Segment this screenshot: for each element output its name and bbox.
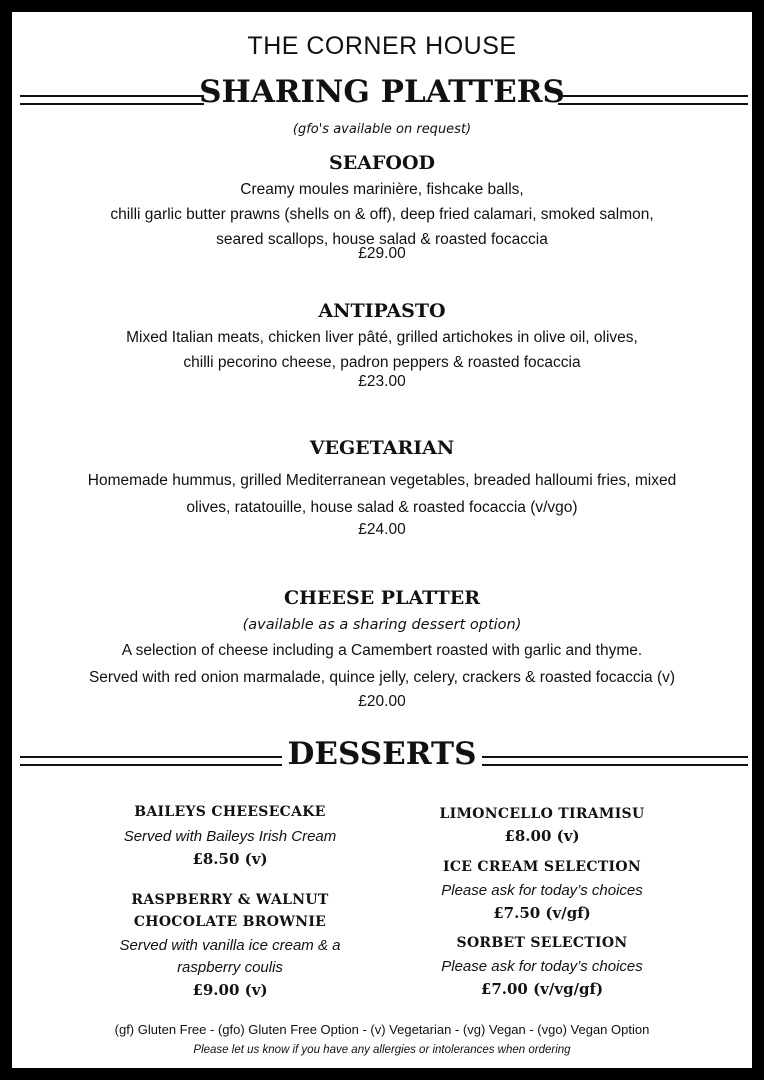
- menu-page: [12, 12, 752, 1068]
- dessert-sorbet: [412, 932, 672, 1000]
- sharing-platters-title: SHARING PLATTERS: [199, 74, 565, 110]
- desserts-rule-right: [482, 756, 748, 766]
- cheese-platter-title: CHEESE PLATTER: [283, 587, 481, 609]
- description-line: Creamy moules marinière, fishcake balls,: [240, 181, 524, 198]
- vegetarian-description: [12, 467, 752, 521]
- dessert-name: CHOCOLATE BROWNIE: [133, 914, 327, 930]
- description-line: chilli pecorino cheese, padron peppers & roasted focaccia: [183, 354, 581, 371]
- description-line: olives, ratatouille, house salad & roasted focaccia (v/vgo): [186, 499, 578, 516]
- seafood-title: SEAFOOD: [328, 152, 435, 174]
- desserts-title: DESSERTS: [287, 736, 477, 772]
- description-line: seared scallops, house salad & roasted focaccia: [216, 231, 548, 248]
- dessert-ice-cream: [412, 856, 672, 924]
- antipasto-title: ANTIPASTO: [318, 300, 446, 322]
- description-line: chilli garlic butter prawns (shells on & off), deep fried calamari, smoked salmon,: [110, 206, 654, 223]
- dessert-description: raspberry coulis: [177, 959, 283, 976]
- dessert-price: £7.50 (v/gf): [493, 904, 591, 922]
- dessert-description: Please ask for today’s choices: [441, 882, 643, 899]
- dessert-name: LIMONCELLO TIRAMISU: [439, 806, 645, 822]
- description-line: Homemade hummus, grilled Mediterranean vegetables, breaded halloumi fries, mixed: [87, 472, 677, 489]
- seafood-price: £29.00: [358, 245, 406, 262]
- cheese-platter-price: £20.00: [358, 693, 406, 710]
- allergy-note: Please let us know if you have any allergies or intolerances when ordering: [193, 1044, 571, 1056]
- antipasto-description: [12, 325, 752, 375]
- dessert-description: Served with vanilla ice cream & a: [119, 937, 341, 954]
- dessert-price: £8.50 (v): [192, 850, 268, 868]
- dessert-description: Served with Baileys Irish Cream: [123, 828, 337, 845]
- dessert-name: RASPBERRY & WALNUT: [131, 892, 329, 908]
- dessert-name: ICE CREAM SELECTION: [442, 859, 641, 875]
- dessert-price: £8.00 (v): [504, 827, 580, 845]
- dessert-description: Please ask for today’s choices: [441, 958, 643, 975]
- dessert-baileys-cheesecake: [102, 801, 358, 870]
- restaurant-name: THE CORNER HOUSE: [247, 32, 517, 60]
- dessert-name: SORBET SELECTION: [456, 935, 628, 951]
- vegetarian-price: £24.00: [358, 521, 406, 538]
- dessert-price: £9.00 (v): [192, 981, 268, 999]
- cheese-platter-note: (available as a sharing dessert option): [242, 617, 522, 633]
- title-rule-right: [558, 95, 748, 105]
- dessert-raspberry-brownie: [102, 889, 358, 1001]
- description-line: Served with red onion marmalade, quince jelly, celery, crackers & roasted focaccia (v): [88, 669, 676, 686]
- gfo-note: (gfo's available on request): [292, 122, 472, 137]
- description-line: A selection of cheese including a Camembert roasted with garlic and thyme.: [121, 642, 643, 659]
- dessert-limoncello-tiramisu: [412, 803, 672, 847]
- dessert-price: £7.00 (v/vg/gf): [480, 980, 604, 998]
- dietary-legend: (gf) Gluten Free - (gfo) Gluten Free Option - (v) Vegetarian - (vg) Vegan - (vgo) Vegan Option: [114, 1022, 650, 1037]
- vegetarian-title: VEGETARIAN: [309, 437, 455, 459]
- description-line: Mixed Italian meats, chicken liver pâté, grilled artichokes in olive oil, olives,: [126, 329, 638, 346]
- dessert-name: BAILEYS CHEESECAKE: [134, 804, 326, 820]
- antipasto-price: £23.00: [358, 373, 406, 390]
- cheese-platter-description: [12, 637, 752, 691]
- seafood-description: [12, 177, 752, 252]
